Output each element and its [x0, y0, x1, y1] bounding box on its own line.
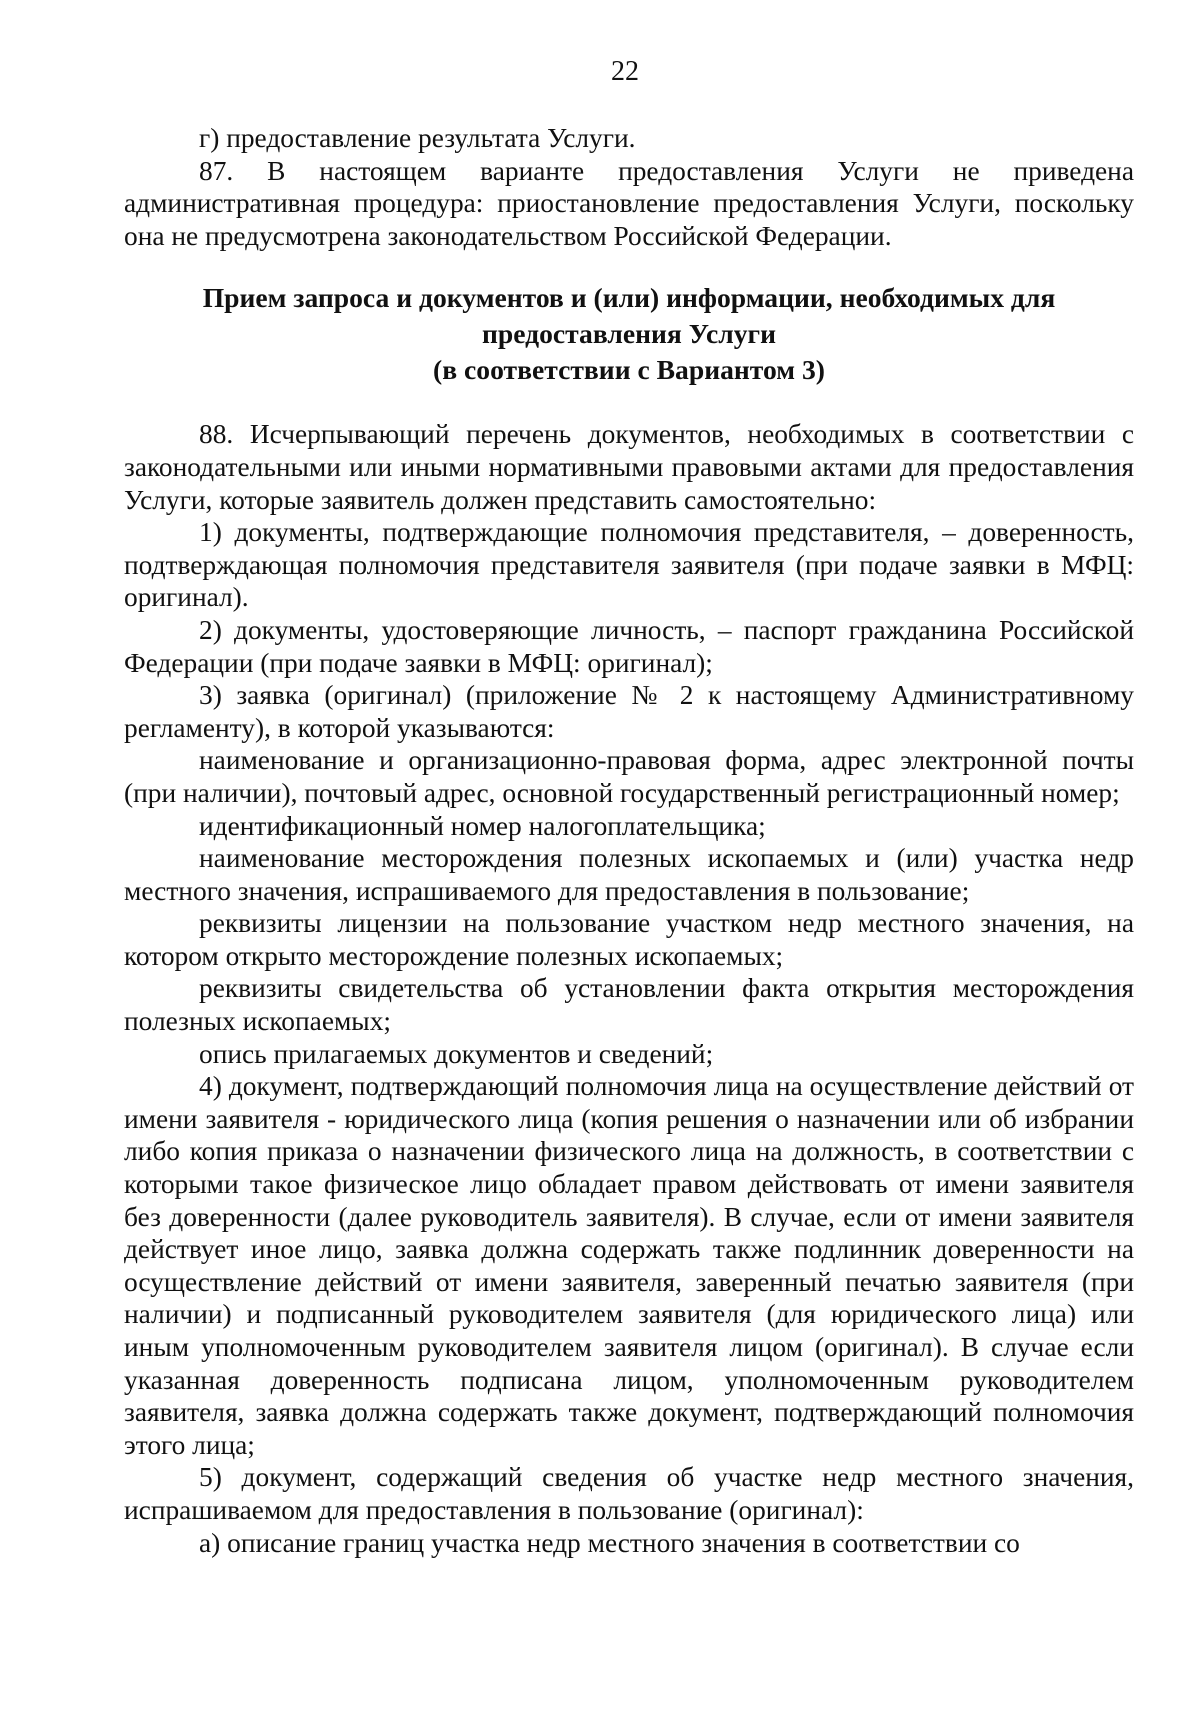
paragraph-88: 88. Исчерпывающий перечень документов, необходимых в соответствии с законодательными или иными нормативными правовыми актами для предоставления Услуги, которые заявитель должен представить самостоятельно:: [124, 419, 1134, 515]
application-field-inventory: опись прилагаемых документов и сведений;: [199, 1038, 714, 1069]
application-field-inn: идентификационный номер налогоплательщика;: [199, 810, 766, 841]
document-body: [124, 122, 1134, 1559]
section-title-line-2: предоставления Услуги: [482, 318, 776, 350]
section-title-line-3: (в соответствии с Вариантом 3): [433, 354, 825, 386]
list-item-1: 1) документы, подтверждающие полномочия представителя, – доверенность, подтверждающая полномочия представителя заявителя (при подаче заявки в МФЦ: оригинал).: [124, 517, 1134, 613]
paragraph-item-g: г) предоставление результата Услуги.: [199, 123, 636, 153]
application-field-deposit-name: наименование месторождения полезных ископаемых и (или) участка недр местного значения, испрашиваемого для предоставления в пользование;: [124, 843, 1134, 906]
list-item-4: 4) документ, подтверждающий полномочия лица на осуществление действий от имени заявителя - юридического лица (копия решения о назначении или об избрании либо копия приказа о назначении физического лица на должность, в соответствии с которыми такое физическое лицо обладает правом действовать от имени заявителя без доверенности (далее руководитель заявителя). В случае, если от имени заявителя действует иное лицо, заявка должна содержать также подлинник доверенности на осуществление действий от имени заявителя, заверенный печатью заявителя (при наличии) и подписанный руководителем заявителя (для юридического лица) или иным уполномоченным руководителем заявителя лицом (оригинал). В случае если указанная доверенность подписана лицом, уполномоченным руководителем заявителя, заявка должна содержать также документ, подтверждающий полномочия этого лица;: [124, 1071, 1134, 1460]
page-number: 22: [611, 56, 639, 87]
paragraph-87: 87. В настоящем варианте предоставления Услуги не приведена административная процедура: приостановление предоставления Услуги, поскольку она не предусмотрена законодательством Российской Федерации.: [124, 155, 1134, 251]
list-item-5: 5) документ, содержащий сведения об участке недр местного значения, испрашиваемом для предоставления в пользование (оригинал):: [124, 1462, 1134, 1525]
list-item-5a: а) описание границ участка недр местного значения в соответствии со: [199, 1527, 1020, 1558]
section-title: [124, 280, 1134, 388]
application-field-name-form: наименование и организационно-правовая форма, адрес электронной почты (при наличии), почтовый адрес, основной государственный регистрационный номер;: [124, 745, 1134, 808]
section-title-line-1: Прием запроса и документов и (или) информации, необходимых для: [202, 282, 1056, 314]
list-item-3: 3) заявка (оригинал) (приложение № 2 к настоящему Административному регламенту), в которой указываются:: [124, 680, 1134, 743]
application-field-certificate: реквизиты свидетельства об установлении факта открытия месторождения полезных ископаемых;: [124, 973, 1134, 1037]
application-field-license: реквизиты лицензии на пользование участком недр местного значения, на котором открыто месторождение полезных ископаемых;: [124, 908, 1134, 971]
list-item-2: 2) документы, удостоверяющие личность, – паспорт гражданина Российской Федерации (при подаче заявки в МФЦ: оригинал);: [124, 614, 1134, 678]
